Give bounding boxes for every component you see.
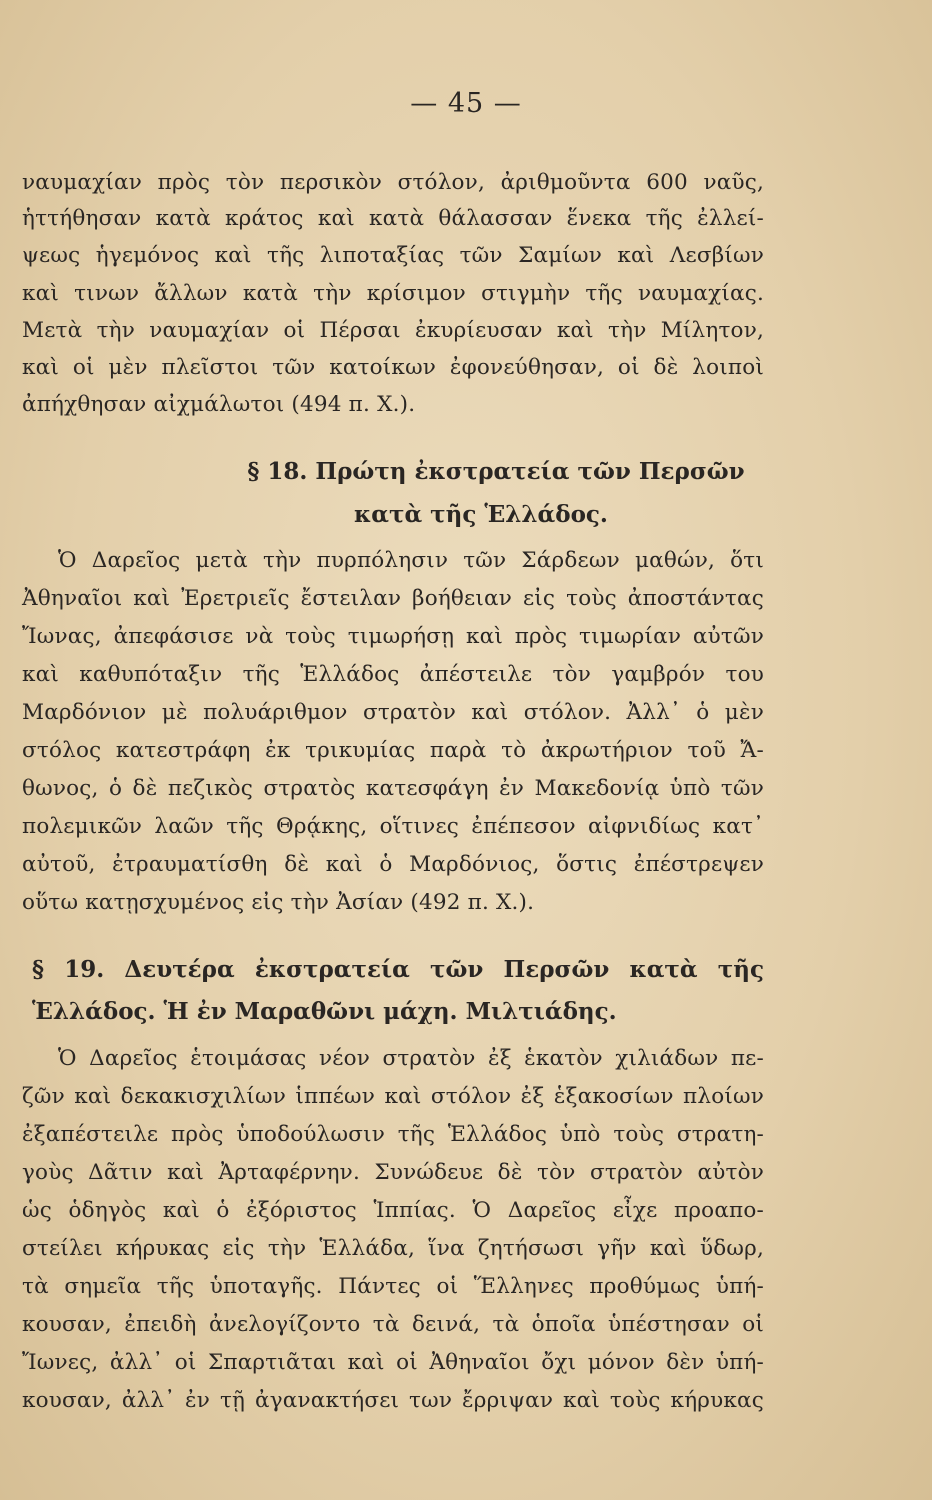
text-line: στείλει κήρυκας εἰς τὴν Ἑλλάδα, ἵνα ζητήσωσι γῆν καὶ ὕδωρ, [22, 1236, 764, 1261]
text-line: κουσαν, ἐπειδὴ ἀνελογίζοντο τὰ δεινά, τὰ ὁποῖα ὑπέστησαν οἱ [22, 1312, 764, 1337]
section-19-heading-continued: Ἑλλάδος. Ἡ ἐν Μαραθῶνι μάχη. Μιλτιάδης. [32, 998, 617, 1025]
text-line: στόλος κατεστράφη ἐκ τρικυμίας παρὰ τὸ ἀκρωτήριον τοῦ Ἄ- [22, 738, 764, 763]
text-line: θωνος, ὁ δὲ πεζικὸς στρατὸς κατεσφάγη ἐν Μακεδονίᾳ ὑπὸ τῶν [22, 776, 764, 801]
text-line: γοὺς Δᾶτιν καὶ Ἀρταφέρνην. Συνώδευε δὲ τὸν στρατὸν αὐτὸν [22, 1160, 764, 1185]
text-line: κουσαν, ἀλλ᾽ ἐν τῇ ἀγανακτήσει των ἔρριψαν καὶ τοὺς κήρυκας [22, 1388, 764, 1413]
text-line: Ἴωνας, ἀπεφάσισε νὰ τοὺς τιμωρήσῃ καὶ πρὸς τιμωρίαν αὐτῶν [22, 624, 764, 649]
text-line: Ὁ Δαρεῖος μετὰ τὴν πυρπόλησιν τῶν Σάρδεων μαθών, ὅτι [58, 548, 764, 573]
text-line: ὡς ὁδηγὸς καὶ ὁ ἐξόριστος Ἱππίας. Ὁ Δαρεῖος εἶχε προαπο- [22, 1198, 764, 1223]
text-line: καὶ τινων ἄλλων κατὰ τὴν κρίσιμον στιγμὴν τῆς ναυμαχίας. [22, 281, 764, 306]
text-line: Μετὰ τὴν ναυμαχίαν οἱ Πέρσαι ἐκυρίευσαν καὶ τὴν Μίλητον, [22, 318, 764, 343]
text-line: Ὁ Δαρεῖος ἑτοιμάσας νέον στρατὸν ἐξ ἑκατὸν χιλιάδων πε- [58, 1046, 764, 1071]
text-line: Μαρδόνιον μὲ πολυάριθμον στρατὸν καὶ στόλον. Ἀλλ᾽ ὁ μὲν [22, 700, 764, 725]
section-18-heading-continued: κατὰ τῆς Ἑλλάδος. [354, 501, 608, 528]
text-line: καὶ καθυπόταξιν τῆς Ἑλλάδος ἀπέστειλε τὸν γαμβρόν του [22, 662, 764, 687]
text-line: ἡττήθησαν κατὰ κράτος καὶ κατὰ θάλασσαν ἕνεκα τῆς ἐλλεί- [22, 206, 764, 231]
text-line: οὕτω κατῃσχυμένος εἰς τὴν Ἀσίαν (492 π. Χ.). [22, 890, 535, 915]
text-line: Ἀθηναῖοι καὶ Ἐρετριεῖς ἔστειλαν βοήθειαν εἰς τοὺς ἀποστάντας [22, 586, 764, 611]
text-line: ἀπήχθησαν αἰχμάλωτοι (494 π. Χ.). [22, 392, 416, 417]
section-19-heading: § 19. Δευτέρα ἐκστρατεία τῶν Περσῶν κατὰ τῆς [32, 956, 764, 983]
text-line: ἐξαπέστειλε πρὸς ὑποδούλωσιν τῆς Ἑλλάδος ὑπὸ τοὺς στρατη- [22, 1122, 764, 1147]
text-line: καὶ οἱ μὲν πλεῖστοι τῶν κατοίκων ἐφονεύθησαν, οἱ δὲ λοιποὶ [22, 355, 764, 380]
section-18-heading: § 18. Πρώτη ἐκστρατεία τῶν Περσῶν [247, 458, 745, 485]
text-line: ζῶν καὶ δεκακισχιλίων ἱππέων καὶ στόλον ἐξ ἑξακοσίων πλοίων [22, 1084, 764, 1109]
text-line: πολεμικῶν λαῶν τῆς Θρᾴκης, οἵτινες ἐπέπεσον αἰφνιδίως κατ᾽ [22, 814, 764, 839]
text-line: αὐτοῦ, ἐτραυματίσθη δὲ καὶ ὁ Μαρδόνιος, ὅστις ἐπέστρεψεν [22, 852, 764, 877]
text-line: ναυμαχίαν πρὸς τὸν περσικὸν στόλον, ἀριθμοῦντα 600 ναῦς, [22, 170, 764, 195]
page-number: — 45 — [410, 88, 522, 119]
text-line: Ἴωνες, ἀλλ᾽ οἱ Σπαρτιᾶται καὶ οἱ Ἀθηναῖοι ὄχι μόνον δὲν ὑπή- [22, 1350, 764, 1375]
text-line: τὰ σημεῖα τῆς ὑποταγῆς. Πάντες οἱ Ἕλληνες προθύμως ὑπή- [22, 1274, 764, 1299]
text-line: ψεως ἡγεμόνος καὶ τῆς λιποταξίας τῶν Σαμίων καὶ Λεσβίων [22, 243, 764, 268]
